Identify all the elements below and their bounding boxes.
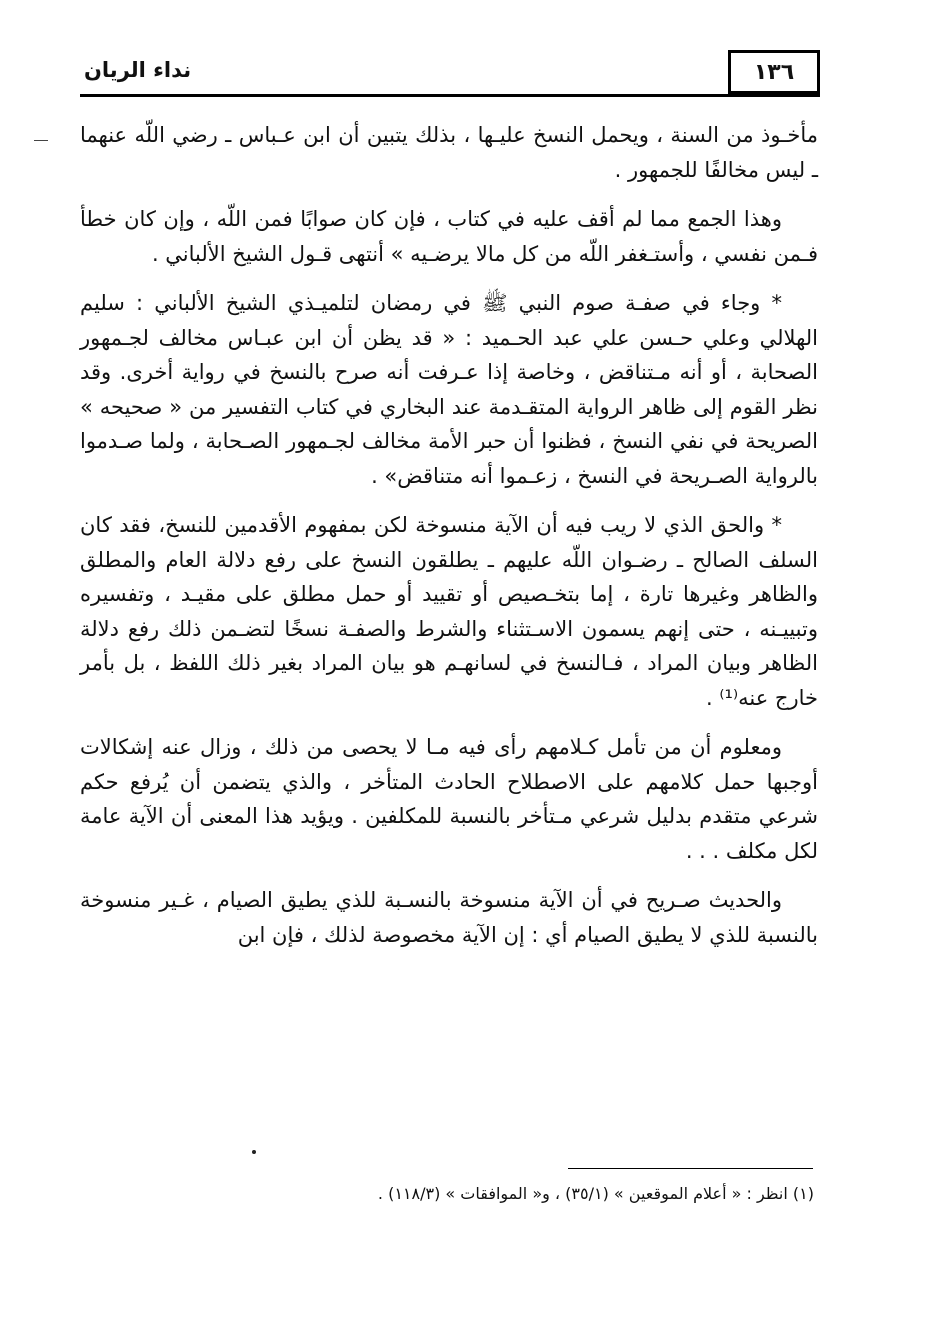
paragraph-2: وهذا الجمع مما لم أقف عليه في كتاب ، فإن كان صوابًا فمن اللّه ، وإن كان خطأ فـمن نفسي ، وأستـغفر اللّه من كل مالا يرضـيه » أنتهى قـول الشيخ الألباني . [80,207,818,266]
footnote-rule [568,1168,813,1169]
body-text [80,118,818,967]
paragraph-4: * والحق الذي لا ريب فيه أن الآية منسوخة لكن بمفهوم الأقدمين للنسخ، فقد كان السلف الصالح ـ رضـوان اللّه عليهم ـ يطلقون النسخ على رفع دلالة العام والمطلق والظاهر وغيرها تارة ، إما بتخـصيص أو تقييد أو حمل مطلق على مقيـد ، وتفسيره وتبييـنه ، حتى إنهم يسمون الاسـتثناء والشرط والصفـة نسخًا لتضـمن ذلك رفع دلالة الظاهر وبيان المراد ، فـالنسخ في لسانهـم هو بيان المراد بغير ذلك اللفظ ، بل بأمر خارج عنه⁽¹⁾ . [80,513,818,710]
running-title: نداء الريان [84,58,192,82]
stray-dot [252,1150,256,1154]
paragraph-6: والحديث صـريح في أن الآية منسوخة بالنسـبة للذي يطيق الصيام ، غـير منسوخة بالنسبة للذي لا يطيق الصيام أي : إن الآية مخصوصة لذلك ، فإن ابن [80,888,818,947]
page-number: ١٣٦ [728,50,820,94]
paragraph-5: ومعلوم أن من تأمل كـلامهم رأى فيه مـا لا يحصى من ذلك ، وزال عنه إشكالات أوجبها حمل كلامهم على الاصطلاح الحادث المتأخر ، والذي يتضمن أن يُرفع حكم شرعي متقدم بدليل شرعي مـتأخر بالنسبة للمكلفين . ويؤيد هذا المعنى أن الآية عامة لكل مكلف . . . [80,735,818,863]
footnote: (١) انظر : « أعلام الموقعين » (٣٥/١) ، و« الموافقات » (١١٨/٣) . [377,1184,814,1203]
page-header [80,40,820,102]
paragraph-3: * وجاء في صفـة صوم النبي ﷺ في رمضان لتلميـذي الشيخ الألباني : سليم الهلالي وعلي حـسن علي عبد الحـميد : « قد يظن أن ابن عبـاس مخالف لجـمهور الصحابة ، أو أنه مـتناقض ، وخاصة إذا عـرفت أنه صرح بالنسخ في رواية أخرى. وقد نظر القوم إلى ظاهر الرواية المتقـدمة عند البخاري في كتاب التفسير من « صحيحه » الصريحة في نفي النسخ ، فظنوا أن حبر الأمة مخالف لجـمهور الصـحابة ، ولما صـدموا بالرواية الصـريحة في النسخ ، زعـموا أنه متناقض» . [80,291,818,488]
margin-mark [34,140,48,141]
header-rule [80,94,820,97]
paragraph-1: مأخـوذ من السنة ، ويحمل النسخ عليـها ، بذلك يتبين أن ابن عـباس ـ رضي اللّه عنهما ـ ليس مخالفًا للجمهور . [80,123,818,182]
